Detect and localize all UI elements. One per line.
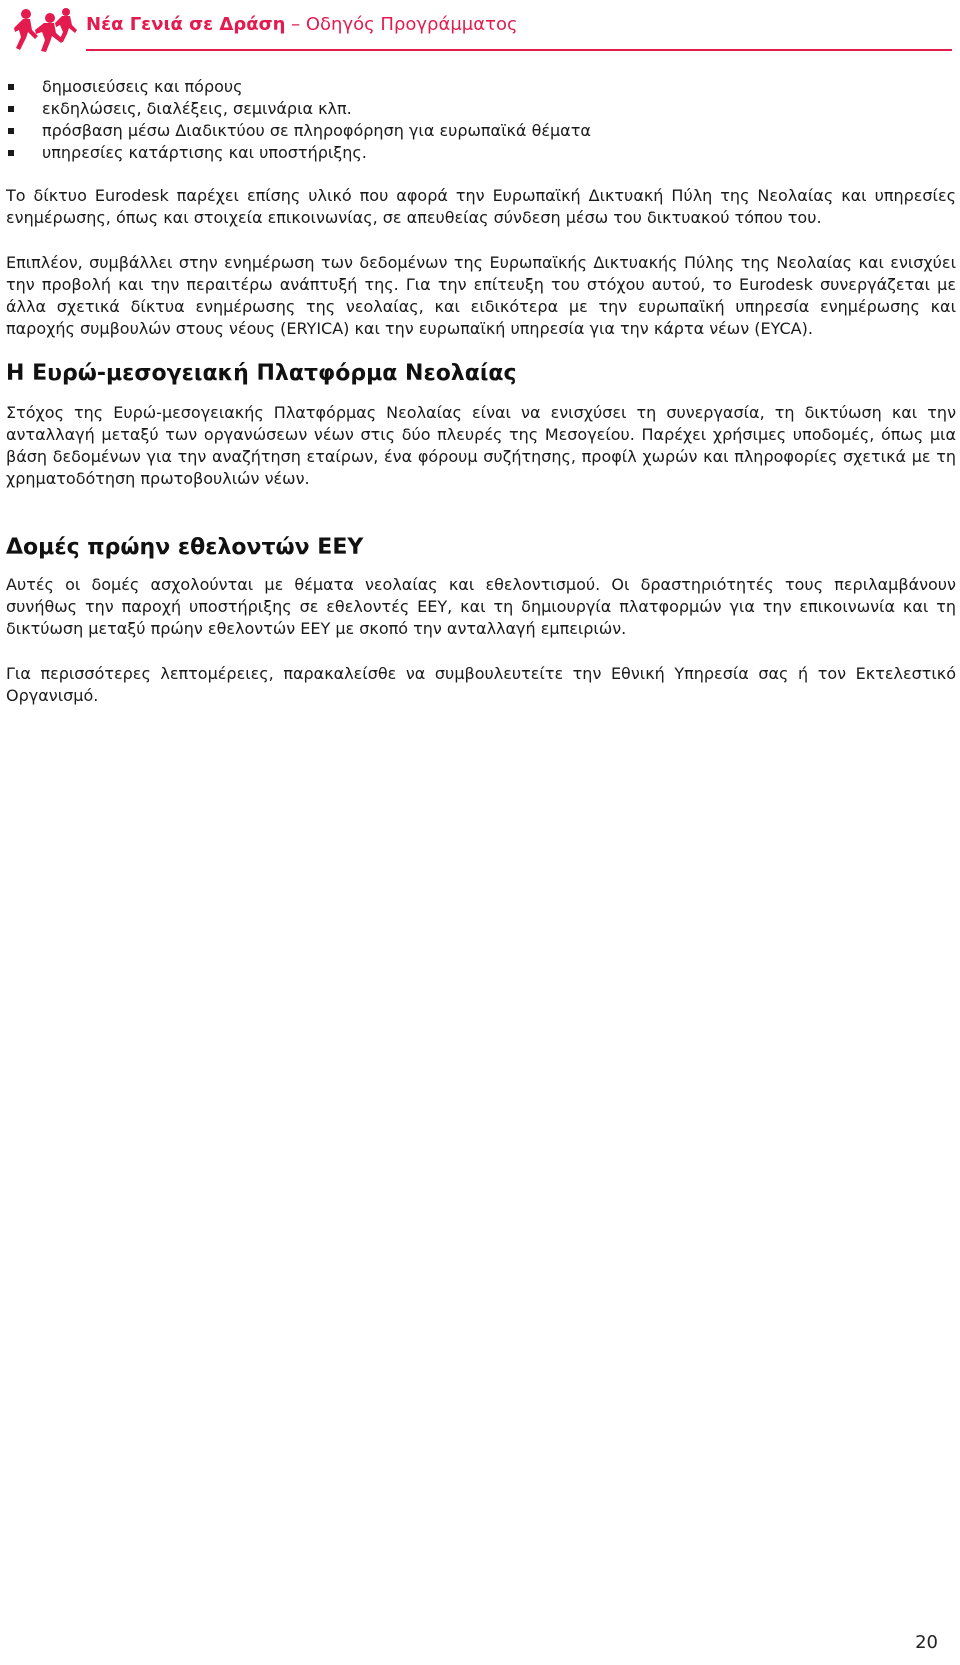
square-bullet-icon	[8, 128, 14, 134]
square-bullet-icon	[8, 150, 14, 156]
bullet-item	[6, 120, 956, 142]
square-bullet-icon	[8, 84, 14, 90]
header-divider	[86, 49, 952, 51]
page-content	[6, 76, 956, 707]
paragraph-eurodesk-portal: Επιπλέον, συμβάλλει στην ενημέρωση των δεδομένων της Ευρωπαϊκής Δικτυακής Πύλης της Νεολαίας και ενισχύει την προβολή και την περαιτέρω ανάπτυξή της. Για την επίτευξη του στόχου αυτού, το Eurodesk συνεργάζεται με άλλα σχετικά δίκτυα ενημέρωσης της νεολαίας, και ειδικότερα με την ευρωπαϊκή υπηρεσία ενημέρωσης και παροχής συμβουλών στους νέους (ERYICA) και την ευρωπαϊκή υπηρεσία για την κάρτα νέων (EYCA).	[6, 253, 956, 338]
bullet-item	[6, 76, 956, 98]
bullet-text: δημοσιεύσεις και πόρους	[42, 77, 243, 96]
bullet-item	[6, 142, 956, 164]
bullet-text: υπηρεσίες κατάρτισης και υποστήριξης.	[42, 143, 367, 162]
header-title-bold: Νέα Γενιά σε Δράση	[86, 14, 286, 35]
bullet-text: πρόσβαση μέσω Διαδικτύου σε πληροφόρηση για ευρωπαϊκά θέματα	[42, 121, 591, 140]
page-number: 20	[915, 1632, 938, 1653]
running-figures-logo-icon	[14, 6, 78, 54]
bullet-list	[6, 76, 956, 164]
paragraph-evs-alumni: Αυτές οι δομές ασχολούνται με θέματα νεολαίας και εθελοντισμού. Οι δραστηριότητές τους περιλαμβάνουν συνήθως την παροχή υποστήριξης σε εθελοντές ΕΕΥ, και τη δημιουργία πλατφορμών για την επικοινωνία και τη δικτύωση μεταξύ πρώην εθελοντών ΕΕΥ με σκοπό την ανταλλαγή εμπειριών.	[6, 575, 956, 638]
header-title	[86, 14, 518, 35]
bullet-text: εκδηλώσεις, διαλέξεις, σεμινάρια κλπ.	[42, 99, 352, 118]
section-heading-evs-alumni: Δομές πρώην εθελοντών ΕΕΥ	[6, 535, 364, 560]
square-bullet-icon	[8, 106, 14, 112]
section-heading-euromed: Η Ευρώ-μεσογειακή Πλατφόρμα Νεολαίας	[6, 361, 517, 386]
header-title-rest: – Οδηγός Προγράμματος	[285, 14, 518, 35]
page-header	[14, 6, 940, 54]
paragraph-euromed: Στόχος της Ευρώ-μεσογειακής Πλατφόρμας Νεολαίας είναι να ενισχύσει τη συνεργασία, τη δικτύωση και την ανταλλαγή μεταξύ των οργανώσεων νέων στις δύο πλευρές της Μεσογείου. Παρέχει χρήσιμες υποδομές, όπως μια βάση δεδομένων για την αναζήτηση εταίρων, ένα φόρουμ συζήτησης, προφίλ χωρών και πληροφορίες σχετικά με τη χρηματοδότηση πρωτοβουλιών νέων.	[6, 403, 956, 488]
paragraph-eurodesk-material: Το δίκτυο Eurodesk παρέχει επίσης υλικό που αφορά την Ευρωπαϊκή Δικτυακή Πύλη της Νεολαίας και υπηρεσίες ενημέρωσης, όπως και στοιχεία επικοινωνίας, σε απευθείας σύνδεση μέσω του δικτυακού τόπου του.	[6, 186, 956, 227]
paragraph-closing: Για περισσότερες λεπτομέρειες, παρακαλείσθε να συμβουλευτείτε την Εθνική Υπηρεσία σας ή τον Εκτελεστικό Οργανισμό.	[6, 664, 956, 705]
bullet-item	[6, 98, 956, 120]
